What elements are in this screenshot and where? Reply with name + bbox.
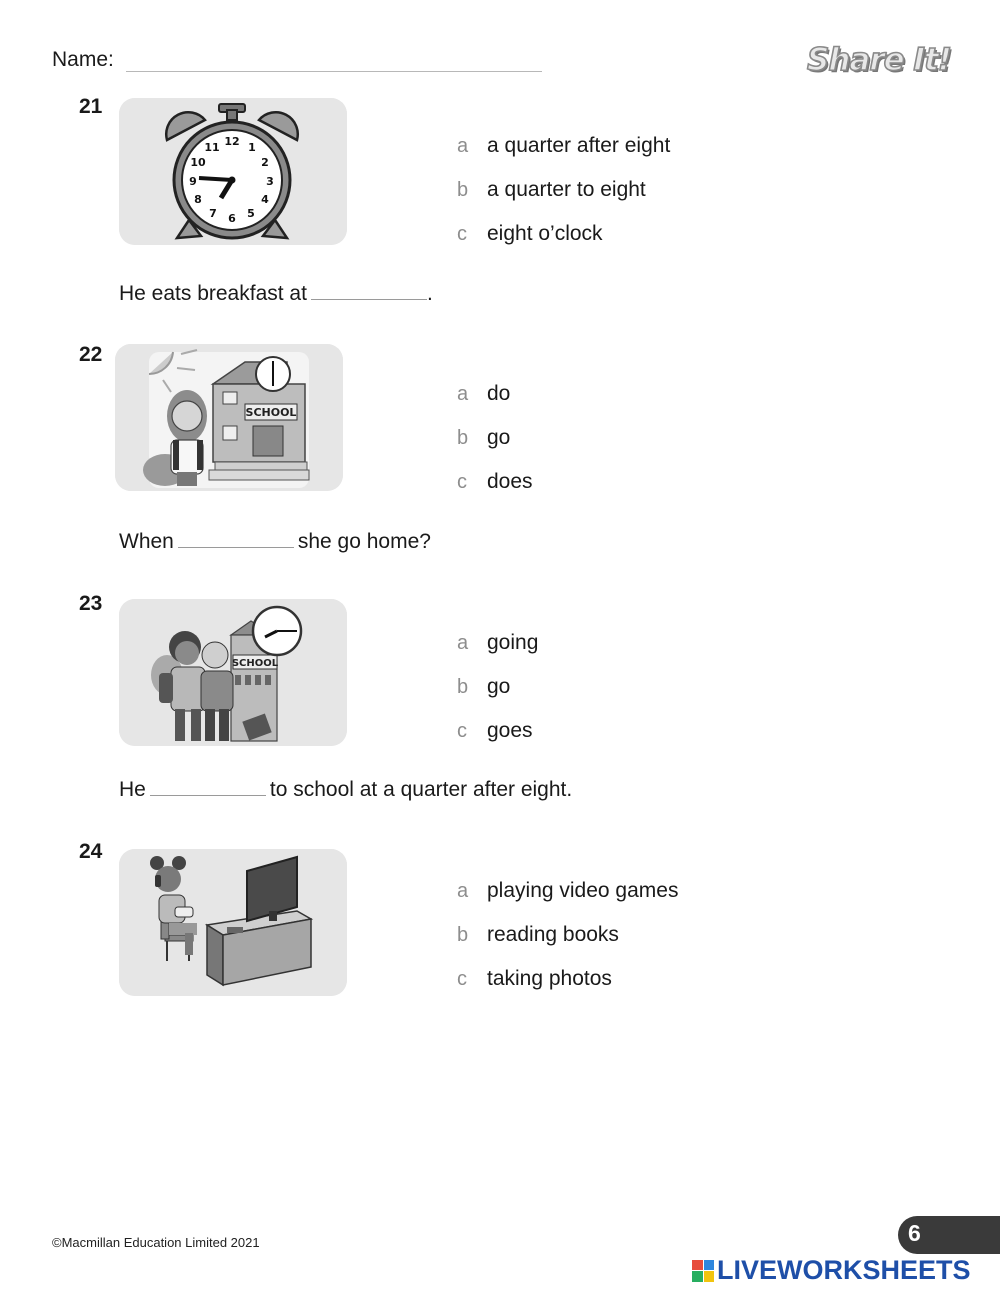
question-number: 23 bbox=[79, 592, 103, 615]
answer-blank[interactable] bbox=[178, 546, 294, 548]
liveworksheets-icon bbox=[692, 1260, 714, 1282]
clock-numeral: 12 bbox=[224, 135, 240, 148]
name-input-line[interactable] bbox=[126, 71, 542, 72]
clock-numeral: 8 bbox=[194, 193, 202, 206]
page-number: 6 bbox=[908, 1220, 921, 1246]
question-number: 22 bbox=[79, 343, 103, 366]
clock-numeral: 6 bbox=[228, 212, 236, 225]
clock-numeral: 2 bbox=[261, 156, 269, 169]
question-number: 21 bbox=[79, 95, 103, 118]
answer-blank[interactable] bbox=[311, 298, 427, 300]
clock-numeral: 4 bbox=[261, 193, 269, 206]
clock-numeral: 10 bbox=[190, 156, 206, 169]
option-b[interactable]: b a quarter to eight bbox=[457, 178, 646, 201]
clock-numeral: 5 bbox=[247, 207, 255, 220]
question-sentence: He eats breakfast at . bbox=[119, 282, 433, 305]
option-a[interactable]: a playing video games bbox=[457, 879, 679, 902]
girl-gaming-at-computer-image bbox=[119, 849, 347, 996]
option-c[interactable]: c taking photos bbox=[457, 967, 612, 990]
clock-numeral: 7 bbox=[209, 207, 217, 220]
question-sentence: When she go home? bbox=[119, 530, 431, 553]
option-c[interactable]: c does bbox=[457, 470, 533, 493]
option-a[interactable]: a going bbox=[457, 631, 539, 654]
option-b[interactable]: b go bbox=[457, 675, 511, 698]
clock-numeral: 1 bbox=[248, 141, 256, 154]
question-sentence: He to school at a quarter after eight. bbox=[119, 778, 573, 801]
name-label: Name: bbox=[52, 48, 114, 71]
option-b[interactable]: b go bbox=[457, 426, 511, 449]
clock-numeral: 9 bbox=[189, 175, 197, 188]
question-number: 24 bbox=[79, 840, 103, 863]
option-c[interactable]: c eight o’clock bbox=[457, 222, 603, 245]
boys-walking-to-school-image bbox=[119, 599, 347, 746]
answer-blank[interactable] bbox=[150, 794, 266, 796]
school-sign: SCHOOL bbox=[231, 658, 279, 669]
school-sign: SCHOOL bbox=[245, 406, 297, 419]
clock-numeral: 3 bbox=[266, 175, 274, 188]
share-it-logo: Share It! bbox=[807, 42, 951, 78]
clock-numeral: 11 bbox=[204, 141, 220, 154]
option-a[interactable]: a do bbox=[457, 382, 511, 405]
option-b[interactable]: b reading books bbox=[457, 923, 619, 946]
option-a[interactable]: a a quarter after eight bbox=[457, 134, 671, 157]
option-c[interactable]: c goes bbox=[457, 719, 533, 742]
liveworksheets-logo: LIVEWORKSHEETS bbox=[692, 1255, 971, 1286]
alarm-clock-image bbox=[119, 98, 347, 245]
copyright-notice: ©Macmillan Education Limited 2021 bbox=[52, 1235, 260, 1250]
girl-at-school-image bbox=[115, 344, 343, 491]
